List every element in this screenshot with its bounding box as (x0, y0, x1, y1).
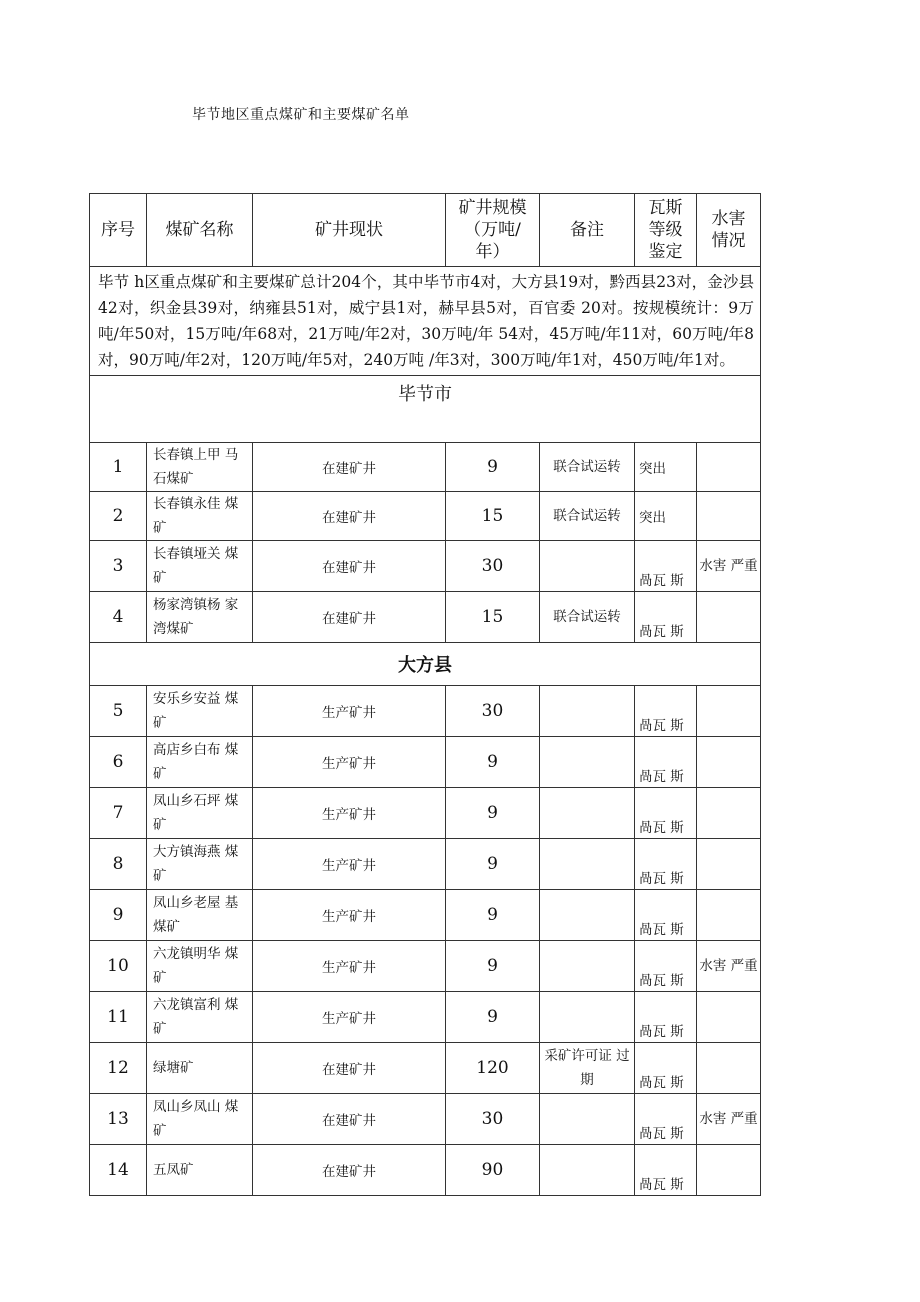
cell-scale: 9 (446, 737, 540, 788)
cell-water: 水害 严重 (697, 941, 761, 992)
cell-scale: 9 (446, 443, 540, 492)
cell-scale: 30 (446, 1094, 540, 1145)
cell-name: 安乐乡安益 煤矿 (147, 686, 253, 737)
cell-status: 在建矿井 (253, 541, 446, 592)
cell-water: 水害 严重 (697, 1094, 761, 1145)
cell-gas: 咼瓦 斯 (635, 941, 697, 992)
header-seq: 序号 (90, 194, 147, 267)
cell-remark (540, 1145, 635, 1196)
summary-row (90, 267, 761, 376)
cell-scale: 9 (446, 839, 540, 890)
cell-status: 在建矿井 (253, 492, 446, 541)
cell-gas: 突出 (635, 443, 697, 492)
cell-remark (540, 541, 635, 592)
cell-remark (540, 839, 635, 890)
cell-remark: 联合试运转 (540, 592, 635, 643)
cell-name: 六龙镇明华 煤矿 (147, 941, 253, 992)
cell-status: 在建矿井 (253, 1043, 446, 1094)
header-remark: 备注 (540, 194, 635, 267)
cell-no: 13 (90, 1094, 147, 1145)
cell-scale: 9 (446, 992, 540, 1043)
cell-scale: 9 (446, 788, 540, 839)
cell-no: 5 (90, 686, 147, 737)
cell-name: 凤山乡石坪 煤矿 (147, 788, 253, 839)
cell-gas: 咼瓦 斯 (635, 737, 697, 788)
cell-name: 长春镇上甲 马石煤矿 (147, 443, 253, 492)
cell-no: 1 (90, 443, 147, 492)
cell-gas: 突出 (635, 492, 697, 541)
header-gas-line2: 等级 (648, 220, 683, 240)
cell-remark (540, 788, 635, 839)
cell-scale: 15 (446, 492, 540, 541)
cell-status: 在建矿井 (253, 443, 446, 492)
cell-name: 凤山乡老屋 基煤矿 (147, 890, 253, 941)
cell-status: 生产矿井 (253, 992, 446, 1043)
cell-name: 长春镇垭关 煤矿 (147, 541, 253, 592)
cell-remark: 采矿许可证 过期 (540, 1043, 635, 1094)
header-scale-line3: 年） (475, 242, 510, 262)
cell-water (697, 839, 761, 890)
cell-name: 五凤矿 (147, 1145, 253, 1196)
header-water (697, 194, 761, 267)
header-gas-line3: 鉴定 (648, 242, 683, 262)
table-row (90, 992, 761, 1043)
table-row (90, 1094, 761, 1145)
cell-scale: 90 (446, 1145, 540, 1196)
cell-gas: 咼瓦 斯 (635, 541, 697, 592)
table-row (90, 839, 761, 890)
cell-remark (540, 1094, 635, 1145)
cell-status: 在建矿井 (253, 592, 446, 643)
cell-water (697, 890, 761, 941)
cell-name: 长春镇永佳 煤矿 (147, 492, 253, 541)
table-row (90, 941, 761, 992)
cell-status: 生产矿井 (253, 941, 446, 992)
cell-gas: 咼瓦 斯 (635, 788, 697, 839)
cell-name: 六龙镇富利 煤矿 (147, 992, 253, 1043)
cell-gas: 咼瓦 斯 (635, 686, 697, 737)
document-title: 毕节地区重点煤矿和主要煤矿名单 (192, 107, 410, 123)
cell-gas: 咼瓦 斯 (635, 890, 697, 941)
section-title: 大方县 (90, 643, 761, 686)
cell-no: 9 (90, 890, 147, 941)
table-row (90, 737, 761, 788)
cell-status: 生产矿井 (253, 737, 446, 788)
cell-no: 10 (90, 941, 147, 992)
cell-water (697, 992, 761, 1043)
cell-remark (540, 737, 635, 788)
table-row (90, 492, 761, 541)
cell-status: 在建矿井 (253, 1094, 446, 1145)
table-header-row (90, 194, 761, 267)
cell-no: 6 (90, 737, 147, 788)
table-row (90, 890, 761, 941)
cell-gas: 咼瓦 斯 (635, 839, 697, 890)
summary-text: 毕节 h区重点煤矿和主要煤矿总计204个，其中毕节市4对，大方县19对，黔西县23对，金沙县42对，织金县39对，纳雍县51对，威宁县1对，赫早县5对，百官委 20对。按规模统计：9万吨/年50对，15万吨/年68对，21万吨/年2对，30万吨/年 54对，45万吨/年11对，60万吨/年8对，90万吨/年2对，120万吨/年5对，240万吨 /年3对，300万吨/年1对，450万吨/年1对。 (90, 267, 761, 376)
cell-water (697, 1145, 761, 1196)
cell-status: 生产矿井 (253, 788, 446, 839)
header-scale-line1: 矿井规模 (458, 198, 527, 218)
cell-gas: 咼瓦 斯 (635, 1094, 697, 1145)
cell-water (697, 788, 761, 839)
section-title (90, 376, 761, 443)
cell-water (697, 686, 761, 737)
cell-no: 3 (90, 541, 147, 592)
cell-water: 水害 严重 (697, 541, 761, 592)
cell-no: 12 (90, 1043, 147, 1094)
cell-gas: 咼瓦 斯 (635, 1043, 697, 1094)
coal-mine-table (89, 193, 761, 1196)
cell-gas: 咼瓦 斯 (635, 1145, 697, 1196)
header-water-line2: 情况 (711, 231, 746, 251)
cell-remark (540, 686, 635, 737)
cell-status: 在建矿井 (253, 1145, 446, 1196)
table-row (90, 443, 761, 492)
cell-no: 14 (90, 1145, 147, 1196)
table-row (90, 1145, 761, 1196)
header-scale (446, 194, 540, 267)
cell-name: 绿塘矿 (147, 1043, 253, 1094)
cell-gas: 咼瓦 斯 (635, 992, 697, 1043)
cell-status: 生产矿井 (253, 890, 446, 941)
cell-remark (540, 992, 635, 1043)
cell-name: 凤山乡凤山 煤矿 (147, 1094, 253, 1145)
table-row (90, 788, 761, 839)
table-row (90, 541, 761, 592)
cell-water (697, 737, 761, 788)
cell-water (697, 492, 761, 541)
cell-status: 生产矿井 (253, 839, 446, 890)
header-gas-line1: 瓦斯 (648, 198, 683, 218)
header-water-line1: 水害 (711, 209, 746, 229)
header-name: 煤矿名称 (147, 194, 253, 267)
cell-status: 生产矿井 (253, 686, 446, 737)
table-row (90, 686, 761, 737)
cell-name: 高店乡白布 煤矿 (147, 737, 253, 788)
cell-scale: 120 (446, 1043, 540, 1094)
section-title-text: 毕节市 (398, 384, 452, 405)
cell-remark (540, 890, 635, 941)
cell-name: 大方镇海燕 煤矿 (147, 839, 253, 890)
cell-scale: 9 (446, 941, 540, 992)
cell-remark (540, 941, 635, 992)
header-scale-line2: （万吨/ (464, 220, 521, 240)
cell-scale: 30 (446, 541, 540, 592)
section-row (90, 376, 761, 443)
cell-scale: 9 (446, 890, 540, 941)
cell-no: 2 (90, 492, 147, 541)
cell-water (697, 443, 761, 492)
table-row (90, 592, 761, 643)
cell-name: 杨家湾镇杨 家湾煤矿 (147, 592, 253, 643)
header-gas (635, 194, 697, 267)
cell-no: 4 (90, 592, 147, 643)
section-row (90, 643, 761, 686)
cell-water (697, 592, 761, 643)
cell-no: 8 (90, 839, 147, 890)
cell-remark: 联合试运转 (540, 492, 635, 541)
cell-no: 11 (90, 992, 147, 1043)
cell-remark: 联合试运转 (540, 443, 635, 492)
cell-water (697, 1043, 761, 1094)
cell-no: 7 (90, 788, 147, 839)
cell-scale: 30 (446, 686, 540, 737)
cell-scale: 15 (446, 592, 540, 643)
table-row (90, 1043, 761, 1094)
cell-gas: 咼瓦 斯 (635, 592, 697, 643)
header-status: 矿井现状 (253, 194, 446, 267)
